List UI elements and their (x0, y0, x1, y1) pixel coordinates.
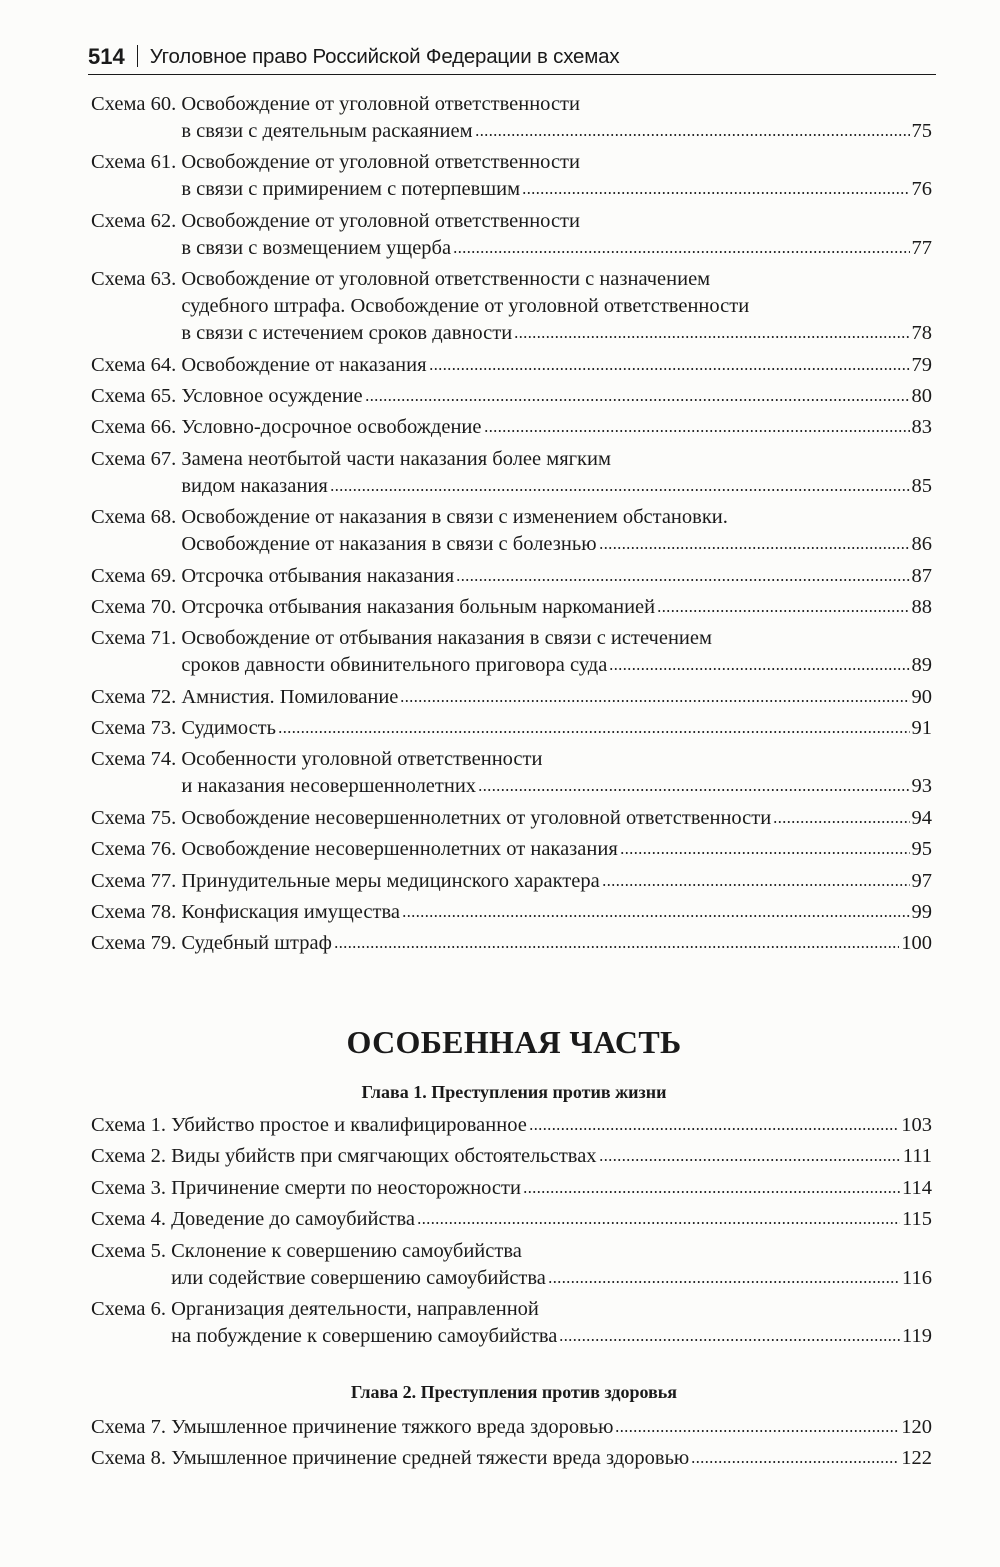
toc-entry (91, 1238, 932, 1292)
entry-title-line: Освобождение от уголовной ответственности (181, 209, 580, 232)
toc-entry (91, 208, 932, 262)
dot-leader (429, 368, 910, 370)
toc-entry (91, 1296, 932, 1350)
scheme-label: Схема 63. (91, 268, 177, 291)
toc-entry (91, 383, 932, 410)
entry-title-line: в связи с деятельным раскаянием (181, 120, 473, 142)
scheme-label: Схема 1. (91, 1114, 166, 1136)
toc-entry (91, 868, 932, 895)
scheme-label: Схема 4. (91, 1208, 166, 1231)
toc-entry (91, 1414, 932, 1441)
entry-title-line: Особенности уголовной ответственности (181, 748, 543, 771)
entry-title-line: Замена неотбытой части наказания более мягким (181, 447, 611, 470)
toc-entry (91, 446, 932, 500)
entry-title-line: Освобождение несовершеннолетних от наказания (181, 838, 618, 861)
scheme-label: Схема 60. (91, 93, 177, 115)
entry-title-line: Освобождение от уголовной ответственности (181, 151, 580, 174)
dot-leader (529, 1128, 899, 1130)
scheme-label: Схема 78. (91, 901, 177, 924)
dot-leader (400, 700, 909, 702)
dot-leader (620, 852, 910, 854)
scheme-label: Схема 66. (91, 416, 177, 439)
entry-title-line: Освобождение от наказания в связи с болезнью (181, 533, 597, 556)
page-ref: 94 (911, 806, 932, 829)
toc-entry (91, 684, 932, 711)
toc-entry (91, 563, 932, 590)
dot-leader (691, 1461, 899, 1463)
dot-leader (599, 1159, 901, 1161)
page-ref: 116 (902, 1266, 932, 1289)
entry-title-line: Судебный штраф (181, 932, 332, 955)
scheme-label: Схема 73. (91, 717, 177, 740)
scheme-label: Схема 65. (91, 384, 177, 407)
toc-entry (91, 899, 932, 926)
page-ref: 80 (911, 384, 932, 407)
entry-title-line: на побуждение к совершению самоубийства (171, 1324, 558, 1347)
dot-leader (278, 731, 910, 733)
toc-entry (91, 930, 932, 957)
page-ref: 86 (911, 533, 932, 556)
dot-leader (475, 134, 910, 136)
header-separator (137, 45, 138, 67)
scheme-label: Схема 67. (91, 447, 177, 470)
page-ref: 76 (911, 178, 932, 201)
page-ref: 90 (911, 685, 932, 708)
page-ref: 87 (911, 564, 932, 587)
dot-leader (514, 336, 909, 338)
entry-title-line: Судимость (181, 717, 276, 740)
entry-title-line: Освобождение несовершеннолетних от уголовной ответственности (181, 806, 772, 829)
scheme-label: Схема 61. (91, 151, 177, 174)
entry-title-line: Умышленное причинение средней тяжести вреда здоровью (171, 1447, 690, 1470)
toc-entry (91, 414, 932, 441)
dot-leader (334, 946, 899, 948)
entry-title-line: Умышленное причинение тяжкого вреда здоровью (171, 1416, 614, 1438)
page-ref: 115 (902, 1208, 932, 1231)
page-ref: 89 (911, 654, 932, 677)
page-ref: 83 (911, 416, 932, 439)
dot-leader (330, 489, 910, 491)
book-title: Уголовное право Российской Федерации в схемах (149, 45, 620, 68)
toc-entry (91, 715, 932, 742)
page-ref: 97 (911, 869, 932, 892)
toc-chapter-2 (91, 1414, 932, 1477)
entry-title-line: Конфискация имущества (181, 901, 400, 924)
dot-leader (548, 1281, 900, 1283)
entry-title-line: в связи с примирением с потерпевшим (181, 178, 521, 201)
scheme-label: Схема 3. (91, 1176, 166, 1199)
page-ref: 85 (911, 474, 932, 497)
entry-title-line: Виды убийств при смягчающих обстоятельствах (171, 1145, 597, 1168)
entry-title-line: Освобождение от уголовной ответственности с назначением (181, 268, 711, 291)
dot-leader (402, 915, 910, 917)
toc-entry (91, 1175, 932, 1202)
dot-leader (599, 547, 910, 549)
section-title: ОСОБЕННАЯ ЧАСТЬ (346, 1024, 682, 1060)
toc-entry (91, 266, 932, 347)
entry-title-line: сроков давности обвинительного приговора суда (181, 654, 608, 677)
page-ref: 91 (911, 717, 932, 740)
toc-entry (91, 1206, 932, 1233)
scheme-label: Схема 68. (91, 506, 177, 529)
dot-leader (522, 192, 909, 194)
entry-title-line: Условно-досрочное освобождение (181, 416, 482, 439)
page-ref: 122 (901, 1447, 932, 1470)
dot-leader (523, 1191, 900, 1193)
toc-chapter-1 (91, 1112, 932, 1354)
page-ref: 99 (911, 901, 932, 924)
dot-leader (602, 884, 910, 886)
scheme-label: Схема 76. (91, 838, 177, 861)
entry-title-line: и наказания несовершеннолетних (181, 775, 477, 798)
dot-leader (615, 1430, 899, 1432)
page-ref: 79 (911, 353, 932, 376)
page-number: 514 (88, 44, 125, 69)
page-ref: 75 (911, 120, 932, 142)
toc-entry (91, 504, 932, 558)
entry-title-line: Условное осуждение (181, 384, 363, 407)
entry-title-line: Отсрочка отбывания наказания (181, 564, 455, 587)
scheme-label: Схема 62. (91, 209, 177, 232)
entry-title-line: в связи с истечением сроков давности (181, 322, 513, 345)
entry-title-line: в связи с возмещением ущерба (181, 236, 452, 259)
scheme-label: Схема 72. (91, 685, 177, 708)
toc-entry (91, 1445, 932, 1472)
page-ref: 111 (902, 1145, 932, 1168)
entry-title-line: Доведение до самоубийства (171, 1208, 416, 1231)
entry-title-line: Убийство простое и квалифицированное (171, 1114, 527, 1136)
page-ref: 78 (911, 322, 932, 345)
scheme-label: Схема 64. (91, 353, 177, 376)
page-ref: 93 (911, 775, 932, 798)
toc-entry (91, 594, 932, 621)
entry-title-line: Склонение к совершению самоубийства (171, 1239, 522, 1262)
scheme-label: Схема 69. (91, 564, 177, 587)
scheme-label: Схема 71. (91, 627, 177, 650)
scheme-label: Схема 6. (91, 1297, 166, 1320)
page-ref: 103 (901, 1114, 932, 1136)
dot-leader (478, 789, 909, 791)
entry-title-line: Принудительные меры медицинского характера (181, 869, 600, 892)
entry-title-line: видом наказания (181, 474, 328, 497)
dot-leader (559, 1339, 900, 1341)
toc-entry (91, 1143, 932, 1170)
scheme-label: Схема 2. (91, 1145, 166, 1168)
toc-entry (91, 91, 932, 145)
entry-title-line: Освобождение от наказания (181, 353, 427, 376)
toc-entry (91, 836, 932, 863)
toc-entry (91, 352, 932, 379)
toc-general-part (91, 91, 932, 962)
chapter-heading: Глава 1. Преступления против жизни (361, 1082, 667, 1102)
dot-leader (609, 668, 909, 670)
dot-leader (657, 610, 909, 612)
entry-title-line: или содействие совершению самоубийства (171, 1266, 546, 1289)
scheme-label: Схема 8. (91, 1447, 166, 1470)
entry-title-line: Организация деятельности, направленной (171, 1297, 539, 1320)
entry-title-line: Освобождение от уголовной ответственности (181, 93, 580, 115)
toc-entry (91, 805, 932, 832)
page-ref: 88 (911, 595, 932, 618)
scheme-label: Схема 77. (91, 869, 177, 892)
scheme-label: Схема 74. (91, 748, 177, 771)
entry-title-line: Амнистия. Помилование (181, 685, 399, 708)
scheme-label: Схема 70. (91, 595, 177, 618)
dot-leader (773, 821, 909, 823)
dot-leader (417, 1222, 900, 1224)
dot-leader (456, 579, 909, 581)
page-ref: 100 (901, 932, 932, 955)
page-ref: 119 (902, 1324, 932, 1347)
entry-title-line: Отсрочка отбывания наказания больным наркоманией (181, 595, 656, 618)
page-ref: 120 (901, 1416, 932, 1438)
page-ref: 77 (911, 236, 932, 259)
running-head (88, 44, 936, 75)
entry-title-line: Причинение смерти по неосторожности (171, 1176, 521, 1199)
scheme-label: Схема 79. (91, 932, 177, 955)
scheme-label: Схема 7. (91, 1416, 166, 1438)
scheme-label: Схема 5. (91, 1239, 166, 1262)
entry-title-line: судебного штрафа. Освобождение от уголовной ответственности (181, 295, 750, 318)
entry-title-line: Освобождение от наказания в связи с изменением обстановки. (181, 506, 728, 529)
dot-leader (453, 251, 909, 253)
toc-entry (91, 746, 932, 800)
entry-title-line: Освобождение от отбывания наказания в связи с истечением (181, 627, 712, 650)
toc-entry (91, 625, 932, 679)
dot-leader (484, 430, 910, 432)
dot-leader (365, 399, 910, 401)
page-ref: 114 (902, 1176, 932, 1199)
toc-entry (91, 1112, 932, 1139)
page-ref: 95 (911, 838, 932, 861)
chapter-heading: Глава 2. Преступления против здоровья (350, 1382, 678, 1402)
toc-entry (91, 149, 932, 203)
scheme-label: Схема 75. (91, 806, 177, 829)
